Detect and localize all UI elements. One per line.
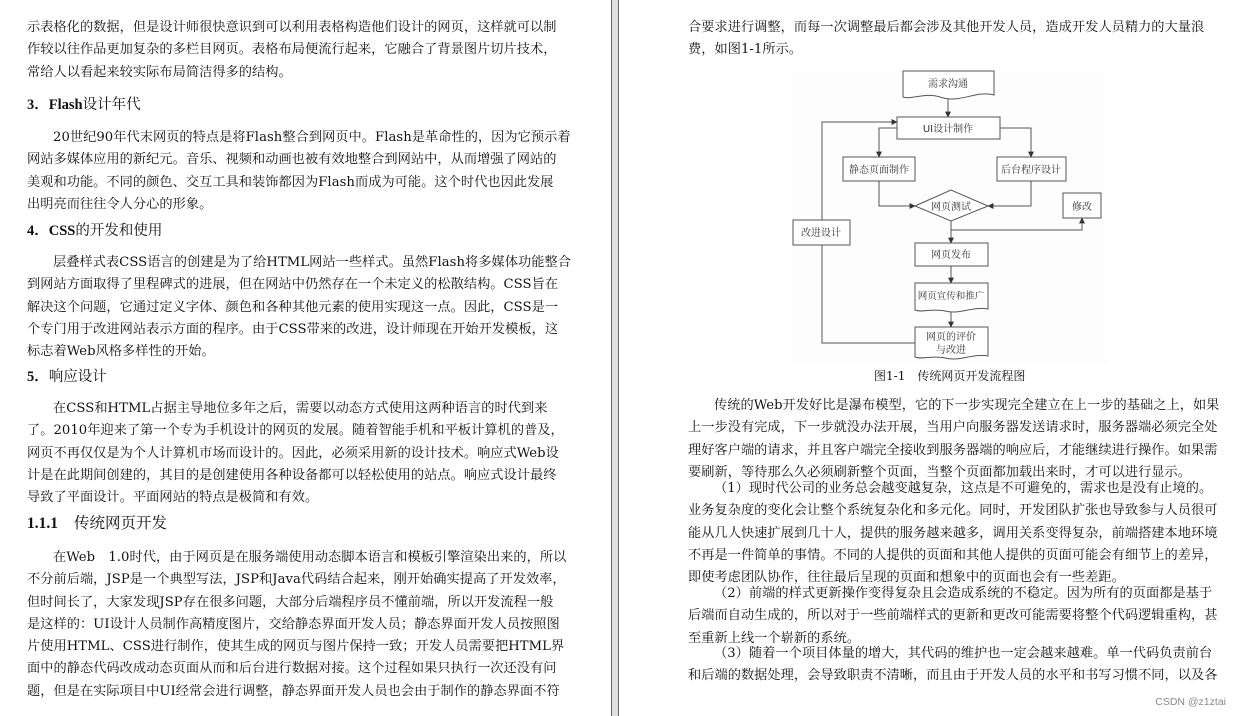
text-line: 能从几人快速扩展到几十人，提供的服务越来越多，调用关系变得复杂，前端搭建本地环境 [688,525,1218,541]
text-line: 在CSS和HTML占据主导地位多年之后，需要以动态方式使用这两种语言的时代到来 [53,401,548,416]
text-line: 到网站方面取得了里程碑式的进展，但在网站中仍然存在一个未定义的松散结构。CSS旨在 [27,277,559,293]
testing-label: 网页测试 [931,202,971,213]
text-line: 在Web 1.0时代，由于网页是在服务端使用动态脚本语言和模板引擎渲染出来的，所以 [53,550,567,565]
text-line: （2）前端的样式更新操作变得复杂且会造成系统的不稳定。因为所有的页面都是基于 [714,586,1213,601]
text-line: 费，如图1-1所示。 [688,42,803,58]
text-line: 题，但是在实际项目中UI经常会进行调整，静态界面开发人员也会由于制作的静态界面不符 [27,683,560,699]
heading-number: 3． [27,97,49,113]
text-line: 作较以往作品更加复杂的多栏目网页。表格布局便流行起来，它融合了背景图片切片技术， [27,42,557,58]
paragraph-flash [27,127,571,216]
text-line: 理好客户端的请求，并且客户端完全接收到服务器端的响应后，才能继续进行操作。如果需 [688,442,1218,458]
left-page [0,0,611,716]
text-line: 传统的Web开发好比是瀑布模型，它的下一步实现完全建立在上一步的基础之上，如果 [714,398,1220,413]
heading-flash-era [27,93,141,114]
text-line: 要刷新，等待那么久必须刷新整个页面，当整个页面都加载出来时，才可以进行显示。 [688,464,1192,480]
text-line: 常给人以看起来较实际布局简洁得多的结构。 [27,64,292,80]
heading-title: 的开发和使用 [75,223,163,239]
section-title: 传统网页开发 [74,514,168,532]
text-line: 网页不再仅仅是为个人计算机市场而设计的。因此，必须采用新的设计技术。响应式Web设 [27,445,559,461]
text-line: 个专门用于改进网站表示方面的程序。由于CSS带来的改进，设计师现在开始开发模板，这 [27,321,559,337]
figure-caption: 图1-1 传统网页开发流程图 [874,369,1026,383]
text-line: 片使用HTML、CSS进行制作，使其生成的网页与图片保持一致；开发人员需要把HTML界 [27,639,565,655]
text-line: 至重新上线一个崭新的系统。 [688,630,861,646]
text-line: 计是在此期间创建的，其目的是创建使用各种设备都可以轻松使用的站点。响应式设计最终 [27,467,557,483]
text-line: 后端而自动生成的，所以对于一些前端样式的更新和更改可能需要将整个代码逻辑重构，甚 [688,608,1218,624]
text-line: 不再是一件简单的事情。不同的人提供的页面和其他人提供的页面可能会有细节上的差异， [688,547,1218,563]
text-line: （1）现时代公司的业务总会越变越复杂，这点是不可避免的，需求也是没有止境的。 [714,481,1213,496]
heading-bold: Flash [48,97,83,113]
heading-title: 响应设计 [48,369,107,385]
improve-design-label: 改进设计 [801,228,841,239]
evaluation-label-line1: 网页的评价 [926,332,976,343]
paragraph-continued [688,17,1204,62]
flowchart [780,60,1120,370]
heading-title: 设计年代 [82,97,141,113]
publish-label: 网页发布 [931,250,971,261]
section-number: 1.1.1 [27,515,58,532]
ui-design-label: UI设计制作 [922,124,974,135]
paragraph-responsive [27,398,564,509]
text-line: 但时间长了，大家发现JSP存在很多问题，大部分后端程序员不懂前端，所以开发流程一般 [27,594,554,610]
promotion-label: 网页宣传和推广 [917,291,985,302]
heading-number: 5． [27,369,49,385]
text-line: 上一步没有完成，下一步就没办法开展，当用户向服务器发送请求时，服务器端必须完全处 [688,420,1218,436]
text-line: 合要求进行调整，而每一次调整最后都会涉及其他开发人员，造成开发人员精力的大量浪 [688,20,1205,35]
text-line: 解决这个问题，它通过定义字体、颜色和各种其他元素的使用实现这一点。因此，CSS是一 [27,299,559,315]
watermark: CSDN @z1ztai [1155,696,1226,708]
text-line: 20世纪90年代末网页的特点是将Flash整合到网页中。Flash是革命性的，因为它预示着 [53,130,571,145]
paragraph-point-1 [688,478,1218,589]
text-line: （3）随着一个项目体量的增大，其代码的维护也一定会越来越难。单一代码负责前台 [714,646,1213,661]
heading-bold: CSS [48,223,76,239]
text-line: 标志着Web风格多样性的开始。 [27,344,215,360]
text-line: 导致了平面设计。平面网站的特点是极简和有效。 [27,490,319,506]
section-heading-traditional [27,511,167,533]
text-line: 了。2010年迎来了第一个专为手机设计的网页的发展。随着智能手机和平板计算机的普及， [27,423,564,439]
paragraph-point-2 [688,583,1218,650]
heading-responsive [27,365,107,386]
text-line: 出明亮而往往令人分心的形象。 [27,196,213,212]
static-page-label: 静态页面制作 [849,165,909,176]
requirements-label: 需求沟通 [928,79,968,90]
heading-css [27,219,162,240]
paragraph-traditional [27,547,566,703]
text-line: 即使考虑团队协作，往往最后呈现的页面和想象中的页面也会有一些差距。 [688,570,1125,586]
paragraph-point-3 [688,643,1218,688]
modify-label: 修改 [1072,202,1092,213]
text-line: 网站多媒体应用的新纪元。音乐、视频和动画也被有效地整合到网站中，从而增强了网站的 [27,152,557,168]
backend-label: 后台程序设计 [1001,165,1061,176]
text-line: 业务复杂度的变化会让整个系统复杂化和多元化。同时，开发团队扩张也导致参与人员很可 [688,503,1218,519]
paragraph-css [27,252,571,363]
text-line: 美观和功能。不同的颜色、交互工具和装饰都因为Flash而成为可能。这个时代也因此发展 [27,174,554,190]
text-line: 和后端的数据处理，会导致职责不清晰，而且由于开发人员的水平和书写习惯不同，以及各 [688,668,1218,684]
text-line: 示表格化的数据，但是设计师很快意识到可以利用表格构造他们设计的网页，这样就可以制 [27,20,557,35]
text-line: 面中的静态代码改成动态页面从而和后台进行数据对接。这个过程如果只执行一次还没有问 [27,661,557,677]
text-line: 不分前后端，JSP是一个典型写法，JSP和Java代码结合起来，刚开始确实提高了开发效率， [27,572,566,588]
paragraph-waterfall [688,395,1219,484]
text-line: 层叠样式表CSS语言的创建是为了给HTML网站一些样式。虽然Flash将多媒体功能整合 [53,255,571,270]
heading-number: 4． [27,223,49,239]
text-line: 是这样的：UI设计人员制作高精度图片，交给静态界面开发人员；静态界面开发人员按照图 [27,616,560,632]
paragraph-table-layout [27,17,557,84]
page-divider [611,0,619,716]
evaluation-label-line2: 与改进 [936,345,966,356]
